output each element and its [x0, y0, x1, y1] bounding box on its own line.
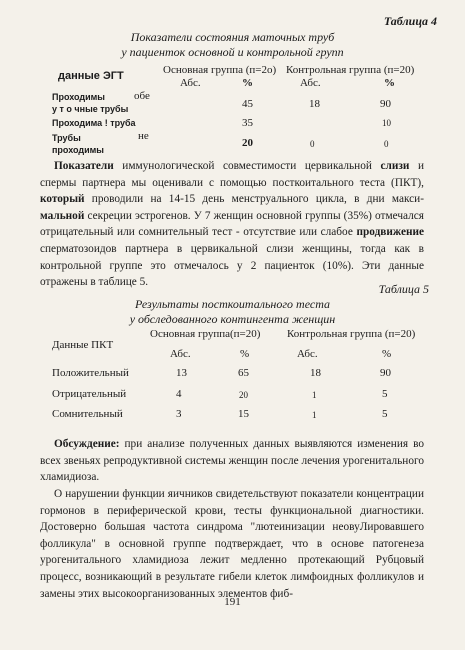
para1-word2: слизи — [380, 160, 410, 172]
table4-row1-label-b: у т о чные трубы — [52, 104, 129, 114]
table5-row3-v2: 1 — [312, 410, 317, 420]
table5-header-group-main: Основная группа(п=20) — [150, 328, 261, 340]
table5-row2-v1: 20 — [239, 390, 248, 400]
paragraph-pkt — [40, 158, 424, 291]
table5-header-pct2: % — [382, 348, 392, 360]
table4-row1-v2: 18 — [309, 98, 320, 110]
table5-header-col0: Данные ПКТ — [52, 339, 114, 351]
para1-text1: иммунологической совместимости цервикальной — [113, 160, 381, 172]
table4-row2-label: Проходима ! труба — [52, 118, 136, 128]
table4-header-pct: % — [242, 77, 253, 89]
table5-header-group-ctrl: Контрольная группа (п=20) — [287, 328, 416, 340]
para1-text2: и спермы партнера мы оценивали с помощью посткоитального теста (ПКТ), — [40, 160, 425, 189]
table4-label: Таблица 4 — [383, 14, 437, 28]
table5-row2-v2: 1 — [312, 390, 317, 400]
table4-header-col0: данные ЭГТ — [58, 70, 124, 82]
table4-title-line2: у пациенток основной и контрольной групп — [121, 45, 344, 59]
table4-row1-label-a2: обе — [134, 90, 150, 102]
table5-header-abs: Абс. — [170, 348, 191, 360]
table4-row3-label-a2: не — [138, 130, 149, 142]
table4-header-group-main: Основная группа (п=2о) — [163, 64, 277, 76]
discussion-heading: Обсуждение: — [54, 438, 120, 450]
para1-text3: проводили на 14-15 день менструального цикла, в дни макси- — [84, 193, 424, 206]
table5-header-abs2: Абс. — [297, 348, 318, 360]
para1-text5: сперматозоидов партнера в цервикальной слизи женщины, тогда как в контрольной группе это отмечалось у 2 пациенток (10%). Эти данные отражены в таблице 5. — [40, 242, 424, 289]
table4-row1-label-a: Проходимы — [52, 92, 105, 102]
table4-title-line1: Показатели состояния маточных труб — [130, 30, 335, 44]
table5-row3-label: Сомнительный — [52, 408, 123, 420]
table4-row2-v3: 10 — [382, 118, 391, 128]
para1-word1: Показатели — [54, 160, 114, 172]
table5-header-pct: % — [240, 348, 250, 360]
para1-word3: который — [40, 193, 85, 206]
table4-header-pct2: % — [384, 77, 395, 89]
table4-row1-v3: 90 — [380, 98, 391, 110]
table4-row2-v1: 35 — [242, 117, 253, 129]
table5-row1-v0: 13 — [176, 367, 187, 379]
discussion-paragraph-2: О нарушении функции яичников свидетельствуют показатели концентрации гормонов в периферической крови, тесты функциональной диагностики. Достоверно большая частота синдрома "лютеинизации неовуЛировавшего фолликула" в основной группе подтверждает, что в основе патогенеза урогенитального хламидиоза лежит медленно протекающий Рубцовый процесс, возникающий в результате гибели клеток лимфоидных фолликулов и замены этих высокоорганизованных элементов фиб- — [40, 488, 424, 600]
table4-row3-label-a: Трубы — [52, 133, 81, 143]
table5-row2-v3: 5 — [382, 388, 388, 400]
table4-row3-label-b: проходимы — [52, 145, 104, 155]
para1-word4: мальной — [40, 209, 85, 222]
table5-row2-label: Отрицательный — [52, 388, 127, 400]
para1-text4: секреции эстрогенов. У 7 женщин основной группы (35%) отмечался отрицательный или сомнительный тест - отсутствие или слабое — [40, 209, 424, 239]
table4-row3-v2: 0 — [310, 139, 315, 149]
table4-row3-v3: 0 — [384, 139, 389, 149]
table5-row1-v3: 90 — [380, 367, 391, 379]
table4-header-abs2: Абс. — [300, 77, 321, 89]
table5-row1-v1: 65 — [238, 367, 249, 379]
discussion-paragraph-1 — [40, 436, 424, 486]
table4-row3-v1: 20 — [242, 137, 253, 149]
table5-row3-v1: 15 — [238, 408, 249, 420]
table5-row3-v0: 3 — [176, 408, 182, 420]
page-number: 191 — [224, 596, 241, 608]
table5-label: Таблица 5 — [378, 282, 429, 296]
discussion-text-1: при анализе полученных данных выявляются изменения во всех звеньях репродуктивной системы женщин после лечения урогенитального хламидиоза. — [40, 438, 424, 484]
table5-row1-v2: 18 — [310, 367, 321, 379]
table4-header-group-ctrl: Контрольная группа (п=20) — [286, 64, 415, 76]
table5-row2-v0: 4 — [176, 388, 182, 400]
para1-word5: продвижение — [356, 226, 424, 239]
table5-row1-label: Положительный — [52, 367, 129, 379]
table4-row1-v1: 45 — [242, 98, 253, 110]
table5-title-line2: у обследованного контингента женщин — [129, 312, 336, 326]
table5-title-line1: Результаты посткоитального теста — [134, 297, 331, 311]
table4-header-abs: Абс. — [180, 77, 201, 89]
table5-row3-v3: 5 — [382, 408, 388, 420]
